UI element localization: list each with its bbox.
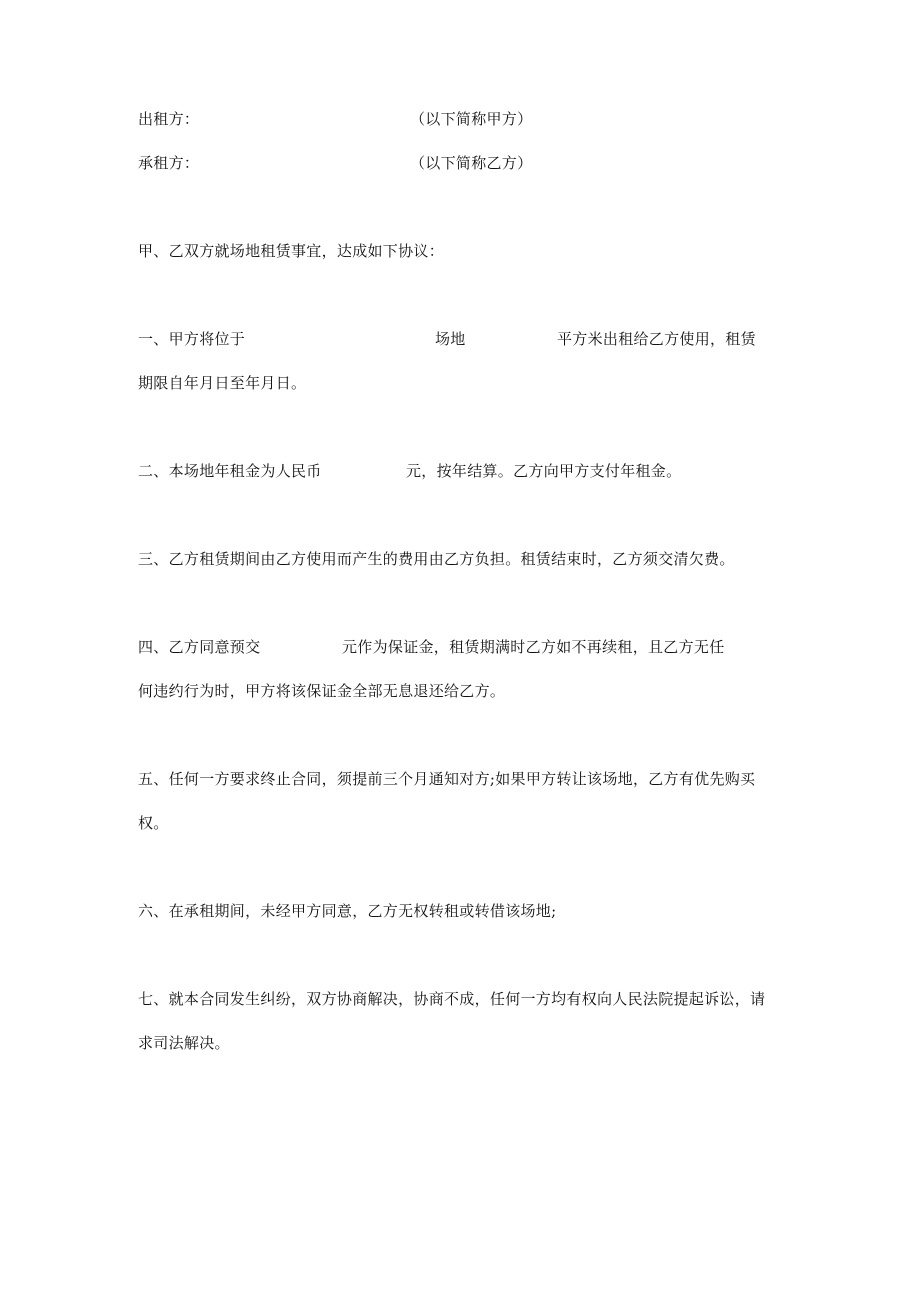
clause-6-line: 六、在承租期间，未经甲方同意，乙方无权转租或转借该场地; <box>138 902 557 920</box>
clause-4-line-2: 何违约行为时，甲方将该保证金全部无息退还给乙方。 <box>138 682 506 700</box>
clause-5-line-1: 五、任何一方要求终止合同，须提前三个月通知对方;如果甲方转让该场地，乙方有优先购买 <box>138 770 756 788</box>
lessor-note: （以下简称甲方） <box>410 110 533 128</box>
lessee-note: （以下简称乙方） <box>410 154 533 172</box>
clause-4-part-a: 四、乙方同意预交 <box>138 638 261 656</box>
clause-2-part-b: 元，按年结算。乙方向甲方支付年租金。 <box>406 462 682 480</box>
clause-1-part-c: 平方米出租给乙方使用，租赁 <box>557 330 756 348</box>
clause-7-line-1: 七、就本合同发生纠纷，双方协商解决，协商不成，任何一方均有权向人民法院提起诉讼，请 <box>138 990 766 1008</box>
clause-3-line: 三、乙方租赁期间由乙方使用而产生的费用由乙方负担。租赁结束时，乙方须交清欠费。 <box>138 550 735 568</box>
clause-1-part-a: 一、甲方将位于 <box>138 330 246 348</box>
clause-5-line-2: 权。 <box>138 814 169 832</box>
clause-1-part-b: 场地 <box>435 330 466 348</box>
lessor-label: 出租方： <box>138 110 200 128</box>
lessee-label: 承租方： <box>138 154 200 172</box>
clause-4-part-b: 元作为保证金，租赁期满时乙方如不再续租，且乙方无任 <box>342 638 725 656</box>
clause-1-line-2: 期限自年月日至年月日。 <box>138 374 307 392</box>
clause-7-line-2: 求司法解决。 <box>138 1034 230 1052</box>
clause-2-part-a: 二、本场地年租金为人民币 <box>138 462 322 480</box>
intro-paragraph: 甲、乙双方就场地租赁事宜，达成如下协议： <box>138 242 445 260</box>
